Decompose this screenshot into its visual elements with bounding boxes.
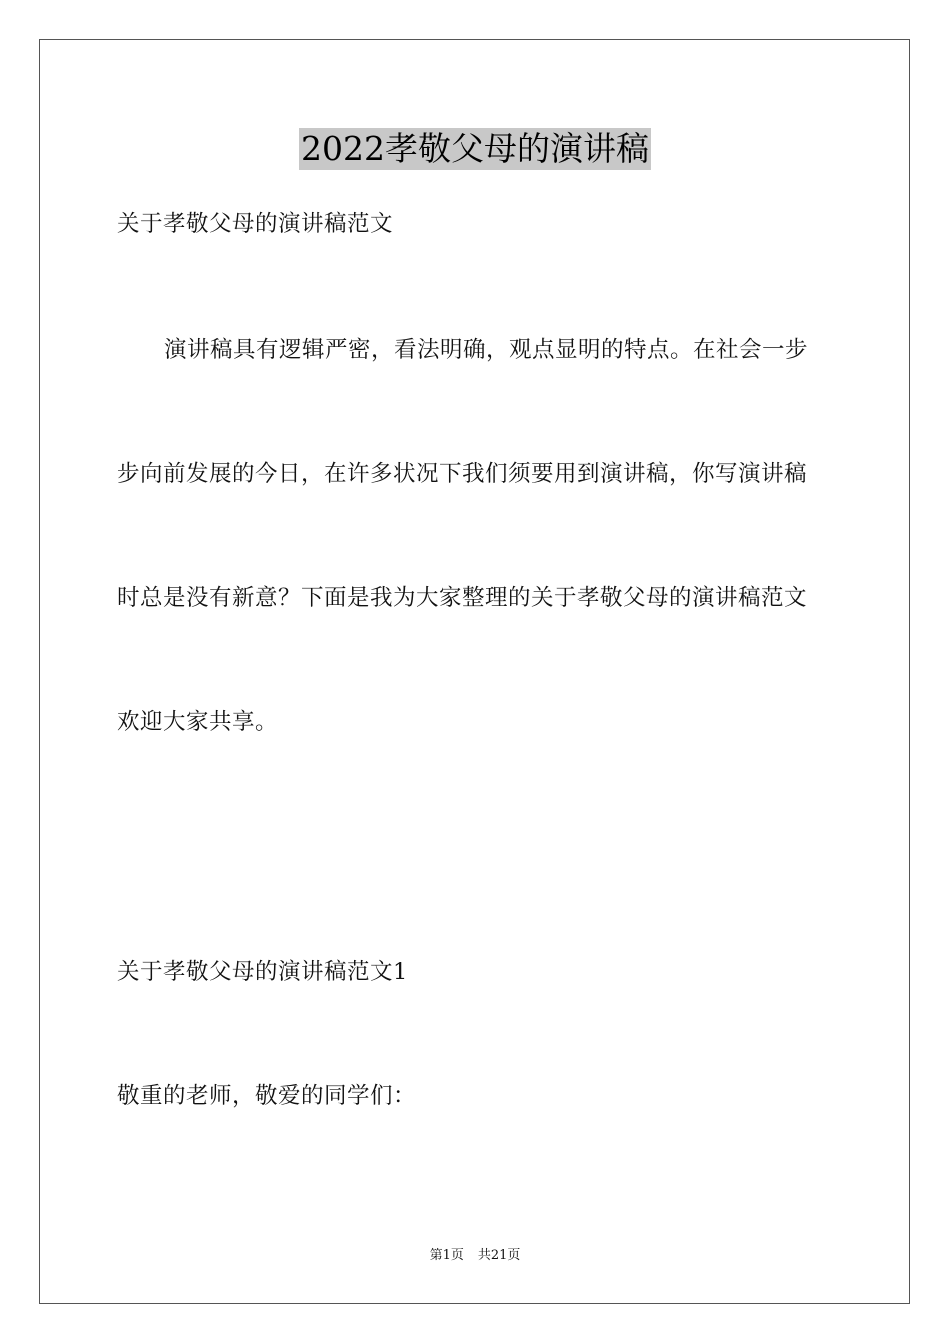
intro-line-4: 欢迎大家共享。: [117, 709, 279, 735]
intro-line-1: 演讲稿具有逻辑严密，看法明确，观点显明的特点。在社会一步: [164, 337, 809, 363]
section-heading: 关于孝敬父母的演讲稿范文1: [117, 959, 408, 985]
title-container: [0, 128, 950, 170]
document-title: 2022孝敬父母的演讲稿: [301, 129, 649, 168]
page-total: 共21页: [477, 1248, 521, 1263]
document-subtitle: 关于孝敬父母的演讲稿范文: [117, 211, 394, 237]
salutation: 敬重的老师，敬爱的同学们：: [117, 1083, 417, 1109]
page-footer: [0, 1247, 950, 1265]
intro-line-2: 步向前发展的今日，在许多状况下我们须要用到演讲稿，你写演讲稿: [117, 461, 808, 487]
page-number: 第1页: [429, 1248, 464, 1263]
intro-line-3: 时总是没有新意？下面是我为大家整理的关于孝敬父母的演讲稿范文: [117, 585, 808, 611]
